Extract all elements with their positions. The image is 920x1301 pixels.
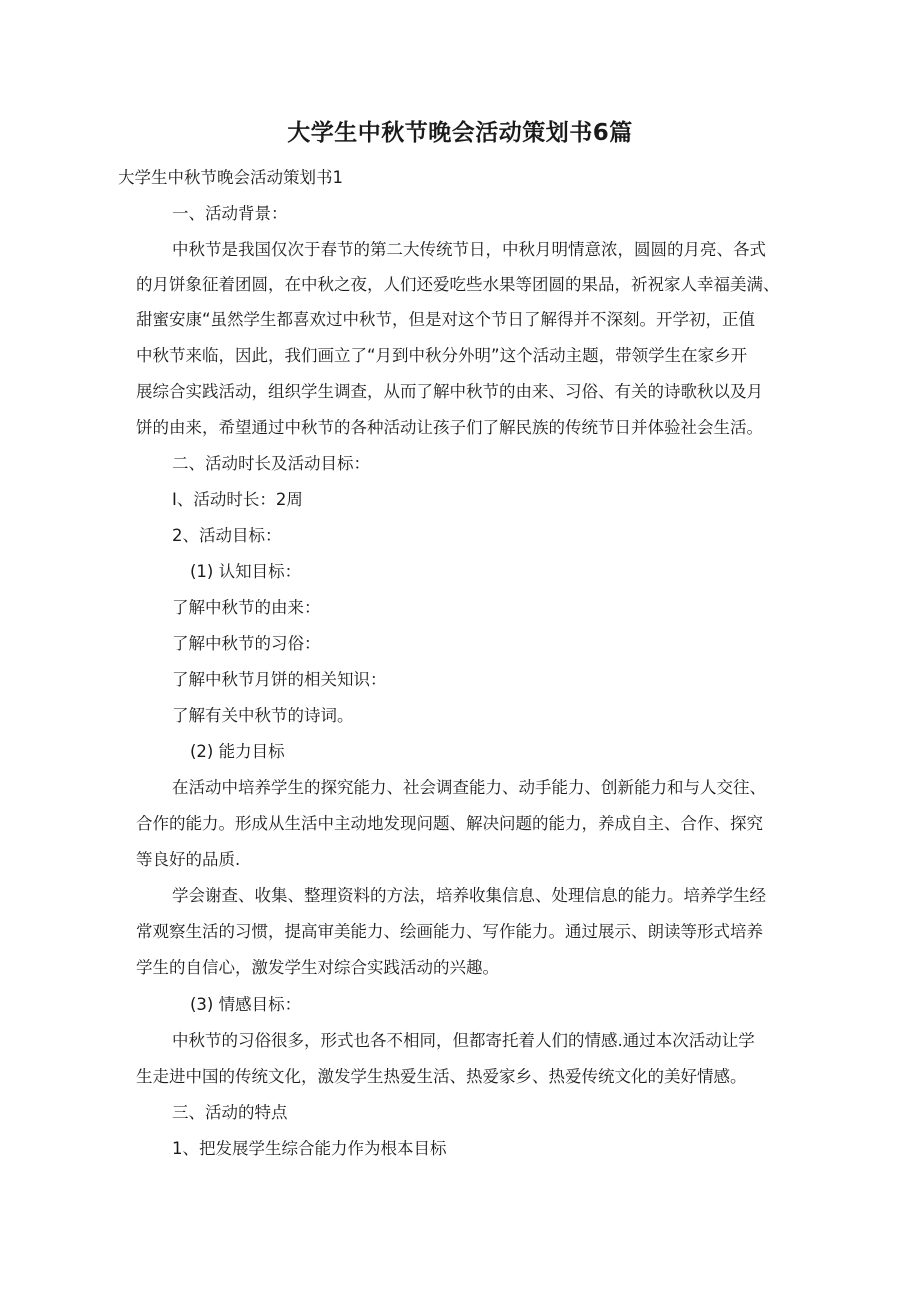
list-item: 了解中秋节月饼的相关知识： [172,670,387,689]
paragraph-line: 中秋节是我国仅次于春节的第二大传统节日，中秋月明情意浓，圆圆的月亮、各式 [172,240,766,259]
item-duration: I、活动时长：2周 [172,490,303,509]
document-title: 大学生中秋节晚会活动策划书6篇 [287,120,633,146]
paragraph-line: 常观察生活的习惯，提高审美能力、绘画能力、写作能力。通过展示、朗读等形式培养 [136,922,763,941]
paragraph-line: 的月饼象征着团圆，在中秋之夜，人们还爱吃些水果等团圆的果品，祈祝家人幸福美满、 [136,275,780,294]
paragraph-line: 饼的由来，希望通过中秋节的各种活动让孩子们了解民族的传统节日并体验社会生活。 [136,418,763,437]
list-item: 了解中秋节的习俗： [172,634,321,653]
paragraph-line: 生走进中国的传统文化，激发学生热爱生活、热爱家乡、热爱传统文化的美好情感。 [136,1067,747,1086]
heading-features: 三、活动的特点 [172,1103,288,1122]
paragraph-line: 学会谢查、收集、整理资料的方法，培养收集信息、处理信息的能力。培养学生经 [172,886,766,905]
list-item: 了解中秋节的由来： [172,598,321,617]
paragraph-line: 在活动中培养学生的探究能力、社会调查能力、动手能力、创新能力和与人交往、 [172,778,766,797]
paragraph-line: 展综合实践活动，组织学生调查，从而了解中秋节的由来、习俗、有关的诗歌秋以及月 [136,382,763,401]
item-goals: 2、活动目标： [172,526,282,545]
sub-heading-cognitive: (1) 认知目标： [190,562,302,581]
section-subtitle: 大学生中秋节晚会活动策划书1 [118,168,343,187]
paragraph-line: 中秋节的习俗很多，形式也各不相同，但都寄托着人们的情感.通过本次活动让学 [172,1031,755,1050]
heading-background: 一、活动背景： [172,204,288,223]
sub-heading-ability: (2) 能力目标 [190,742,285,761]
list-item: 了解有关中秋节的诗词。 [172,706,354,725]
paragraph-line: 甜蜜安康“虽然学生都喜欢过中秋节，但是对这个节日了解得并不深刻。开学初，正值 [136,310,756,329]
paragraph-line: 合作的能力。形成从生活中主动地发现问题、解决问题的能力，养成自主、合作、探究 [136,814,763,833]
paragraph-line: 学生的自信心，激发学生对综合实践活动的兴趣。 [136,958,499,977]
sub-heading-emotion: (3) 情感目标： [190,995,302,1014]
heading-duration-goals: 二、活动时长及活动目标： [172,454,370,473]
list-item: 1、把发展学生综合能力作为根本目标 [172,1139,447,1158]
paragraph-line: 中秋节来临，因此，我们画立了“月到中秋分外明”这个活动主题，带领学生在家乡开 [136,346,748,365]
paragraph-line: 等良好的品质. [136,850,241,869]
